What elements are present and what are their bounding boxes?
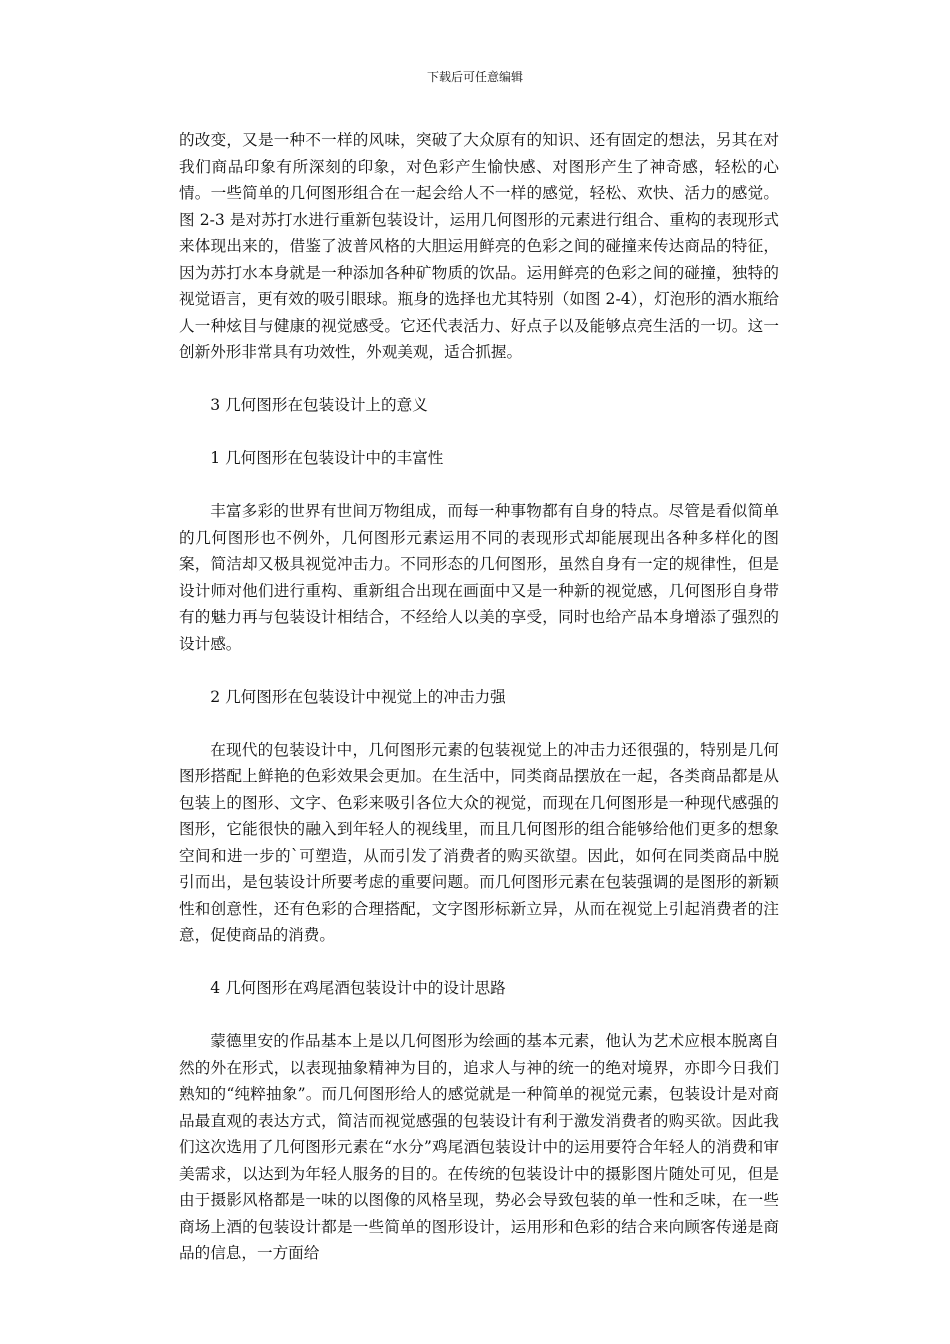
subsection-heading-visual-impact: 2 几何图形在包装设计中视觉上的冲击力强 [210, 687, 506, 706]
paragraph-cocktail-design: 蒙德里安的作品基本上是以几何图形为绘画的基本元素，他认为艺术应根本脱离自然的外在形式，以表现抽象精神为目的，追求人与神的统一的绝对境界，亦即今日我们熟知的“纯粹抽象”。而几何图形给人的感觉就是一种简单的视觉元素，包装设计是对商品最直观的表达方式，简洁而视觉感强的包装设计有利于激发消费者的购买欲。因此我们这次选用了几何图形元素在“水分”鸡尾酒包装设计中的运用要符合年轻人的消费和审美需求，以达到为年轻人服务的目的。在传统的包装设计中的摄影图片随处可见，但是由于摄影风格都是一味的以图像的风格呈现，势必会导致包装的单一性和乏味，在一些商场上酒的包装设计都是一些简单的图形设计，运用形和色彩的结合来向顾客传递是商品的信息，一方面给 [179, 1032, 779, 1262]
paragraph-visual-impact: 在现代的包装设计中，几何图形元素的包装视觉上的冲击力还很强的，特别是几何图形搭配上鲜艳的色彩效果会更加。在生活中，同类商品摆放在一起，各类商品都是从包装上的图形、文字、色彩来吸引各位大众的视觉，而现在几何图形是一种现代感强的图形，它能很快的融入到年轻人的视线里，而且几何图形的组合能够给他们更多的想象空间和进一步的`可塑造，从而引发了消费者的购买欲望。因此，如何在同类商品中脱引而出，是包装设计所要考虑的重要问题。而几何图形元素在包装强调的是图形的新颖性和创意性，还有色彩的合理搭配，文字图形标新立异，从而在视觉上引起消费者的注意，促使商品的消费。 [179, 740, 779, 944]
paragraph-gap [179, 657, 779, 684]
paragraph-gap [179, 419, 779, 446]
subsection-heading-richness: 1 几何图形在包装设计中的丰富性 [210, 449, 444, 467]
section-heading-meaning: 3 几何图形在包装设计上的意义 [210, 396, 428, 414]
paragraph-packaging-impression: 的改变，又是一种不一样的风味，突破了大众原有的知识、还有固定的想法，另其在对我们商品印象有所深刻的印象，对色彩产生愉快感、对图形产生了神奇感，轻松的心情。一些简单的几何图形组合在一起会给人不一样的感觉，轻松、欢快、活力的感觉。图 2-3 是对苏打水进行重新包装设计，运用几何图形的元素进行组合、重构的表现形式来体现出来的，借鉴了波普风格的大胆运用鲜亮的色彩之间的碰撞来传达商品的特征，因为苏打水本身就是一种添加各种矿物质的饮品。运用鲜亮的色彩之间的碰撞，独特的视觉语言，更有效的吸引眼球。瓶身的选择也尤其特别（如图 2-4），灯泡形的酒水瓶给人一种炫目与健康的视觉感受。它还代表活力、好点子以及能够点亮生活的一切。这一创新外形非常具有功效性，外观美观，适合抓握。 [179, 131, 779, 361]
paragraph-gap [179, 472, 779, 499]
paragraph-gap [179, 710, 779, 737]
document-body [179, 127, 779, 1267]
paragraph-gap [179, 1002, 779, 1029]
section-heading-cocktail-design: 4 几何图形在鸡尾酒包装设计中的设计思路 [210, 979, 506, 997]
paragraph-gap [179, 366, 779, 393]
header-note: 下载后可任意编辑 [426, 70, 523, 84]
paragraph-richness: 丰富多彩的世界有世间万物组成，而每一种事物都有自身的特点。尽管是看似简单的几何图形也不例外，几何图形元素运用不同的表现形式却能展现出各种多样化的图案，简洁却又极具视觉冲击力。不同形态的几何图形，虽然自身有一定的规律性，但是设计师对他们进行重构、重新组合出现在画面中又是一种新的视觉感，几何图形自身带有的魅力再与包装设计相结合，不经给人以美的享受，同时也给产品本身增添了强烈的设计感。 [179, 502, 779, 653]
paragraph-gap [179, 949, 779, 976]
